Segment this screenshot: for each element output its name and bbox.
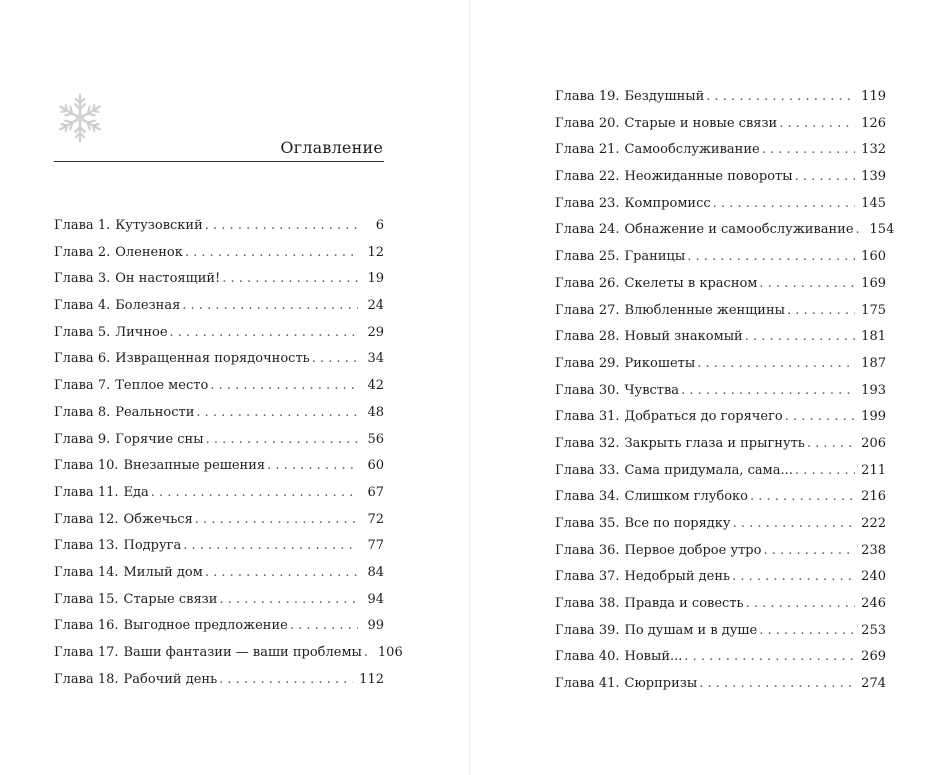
toc-dot-leader — [795, 167, 856, 187]
toc-entry — [555, 594, 886, 621]
toc-entry — [54, 616, 384, 643]
toc-dot-leader — [151, 483, 358, 503]
toc-entry — [555, 567, 886, 594]
toc-chapter-title: По душам и в душе — [624, 622, 758, 638]
toc-chapter-title: Подруга — [123, 538, 182, 554]
toc-chapter-number: Глава 39. — [555, 622, 620, 638]
toc-chapter-title: Чувства — [624, 382, 680, 398]
toc-entry — [54, 510, 384, 537]
toc-chapter-number: Глава 29. — [555, 355, 620, 371]
toc-dot-leader — [785, 407, 855, 427]
toc-chapter-title: Границы — [624, 249, 686, 265]
toc-chapter-number: Глава 20. — [555, 115, 620, 131]
toc-dot-leader — [183, 536, 358, 556]
toc-page-number: 12 — [367, 244, 384, 260]
toc-page-number: 169 — [861, 275, 886, 291]
toc-entry — [54, 403, 384, 430]
toc-entry — [555, 621, 886, 648]
toc-chapter-title: Неожиданные повороты — [624, 169, 793, 185]
toc-chapter-number: Глава 22. — [555, 169, 620, 185]
toc-page-number: 106 — [377, 645, 403, 660]
toc-chapter-number: Глава 6. — [54, 351, 111, 367]
toc-entry — [555, 301, 886, 328]
toc-page-number: 269 — [861, 649, 886, 665]
toc-entry — [555, 167, 886, 194]
toc-chapter-title: Все по порядку — [624, 516, 731, 531]
toc-dot-leader — [290, 616, 358, 636]
toc-chapter-title: Скелеты в красном — [624, 275, 758, 291]
toc-entry — [555, 140, 886, 167]
toc-chapter-title: Реальности — [115, 404, 195, 420]
toc-entry — [54, 483, 384, 510]
toc-chapter-title: Старые связи — [123, 591, 218, 607]
toc-dot-leader — [779, 114, 855, 134]
toc-page-number: 160 — [861, 249, 886, 265]
toc-dot-leader — [762, 140, 855, 160]
toc-entry — [54, 269, 384, 296]
toc-chapter-number: Глава 8. — [54, 404, 111, 420]
toc-chapter-title: Милый дом — [123, 564, 203, 580]
toc-entry — [54, 376, 384, 403]
toc-page-number: 154 — [869, 222, 895, 238]
toc-chapter-title: Теплое место — [115, 378, 209, 394]
toc-chapter-number: Глава 30. — [555, 382, 620, 398]
toc-chapter-number: Глава 17. — [54, 645, 119, 660]
toc-dot-leader — [185, 243, 358, 263]
toc-page-number: 175 — [861, 302, 886, 318]
toc-chapter-number: Глава 7. — [54, 378, 111, 394]
toc-chapter-title: Обжечься — [123, 511, 193, 527]
toc-dot-leader — [746, 594, 856, 614]
toc-entry — [54, 349, 384, 376]
toc-chapter-number: Глава 41. — [555, 676, 620, 692]
toc-chapter-title: Обнажение и самообслуживание — [624, 222, 854, 238]
toc-entry — [555, 327, 886, 354]
toc-page-number: 187 — [861, 355, 886, 371]
toc-chapter-number: Глава 21. — [555, 142, 620, 158]
toc-entry — [54, 323, 384, 350]
toc-dot-leader — [206, 430, 358, 450]
toc-chapter-number: Глава 18. — [54, 671, 119, 687]
toc-entry — [555, 487, 886, 514]
toc-chapter-number: Глава 35. — [555, 516, 620, 531]
toc-entry — [54, 563, 384, 590]
toc-chapter-title: Влюбленные женщины — [624, 302, 785, 318]
toc-chapter-number: Глава 24. — [555, 222, 620, 238]
toc-chapter-number: Глава 4. — [54, 298, 111, 314]
toc-chapter-title: Олененок — [115, 244, 183, 260]
toc-entry — [555, 647, 886, 674]
toc-page-number: 181 — [861, 329, 886, 345]
toc-dot-leader — [222, 269, 358, 289]
toc-dot-leader — [205, 216, 358, 236]
toc-chapter-number: Глава 13. — [54, 538, 119, 554]
toc-chapter-title: Самообслуживание — [624, 142, 760, 158]
toc-dot-leader — [856, 220, 864, 240]
toc-page-number: 84 — [367, 564, 384, 580]
toc-chapter-number: Глава 16. — [54, 618, 119, 634]
toc-entry — [54, 643, 403, 670]
toc-page-number: 19 — [367, 271, 384, 287]
toc-chapter-title: Недобрый день — [624, 569, 731, 585]
toc-entry — [555, 247, 886, 274]
toc-page-number: 94 — [367, 591, 384, 607]
toc-dot-leader — [750, 487, 855, 507]
toc-chapter-title: Закрыть глаза и прыгнуть — [624, 435, 805, 451]
toc-chapter-number: Глава 36. — [555, 542, 620, 558]
toc-page-number: 29 — [367, 324, 384, 340]
toc-chapter-title: Он настоящий! — [115, 271, 221, 287]
toc-entry — [555, 194, 886, 221]
toc-chapter-number: Глава 27. — [555, 302, 620, 318]
toc-chapter-number: Глава 26. — [555, 275, 620, 291]
toc-chapter-title: Добраться до горячего — [624, 409, 783, 425]
toc-chapter-number: Глава 33. — [555, 462, 620, 478]
toc-entry — [555, 434, 886, 461]
toc-chapter-number: Глава 28. — [555, 329, 620, 345]
toc-dot-leader — [681, 381, 855, 401]
toc-page-number: 139 — [861, 169, 886, 185]
toc-dot-leader — [733, 514, 856, 534]
toc-page-number: 126 — [861, 115, 886, 131]
toc-page-number: 60 — [367, 458, 384, 474]
toc-dot-leader — [759, 621, 855, 641]
toc-chapter-number: Глава 25. — [555, 249, 620, 265]
toc-dot-leader — [170, 323, 358, 343]
toc-dot-leader — [267, 456, 358, 476]
toc-dot-leader — [210, 376, 358, 396]
toc-entry — [555, 114, 886, 141]
toc-entry — [54, 536, 384, 563]
snowflake-icon — [54, 92, 106, 144]
toc-dot-leader — [195, 510, 358, 530]
toc-entry — [555, 274, 886, 301]
toc-chapter-title: Кутузовский — [115, 218, 203, 233]
toc-page-number: 246 — [861, 596, 886, 612]
toc-page-number: 238 — [861, 542, 886, 558]
toc-page-number: 222 — [861, 516, 886, 531]
toc-page-number: 67 — [367, 484, 384, 500]
toc-page-number: 77 — [367, 538, 384, 554]
toc-chapter-title: Сама придумала, сама... — [624, 462, 793, 478]
toc-entry — [54, 216, 384, 243]
toc-chapter-title: Выгодное предложение — [123, 618, 288, 634]
toc-chapter-number: Глава 40. — [555, 649, 620, 665]
toc-entry — [555, 220, 895, 247]
toc-entry — [54, 296, 384, 323]
toc-chapter-number: Глава 19. — [555, 89, 620, 104]
toc-chapter-number: Глава 3. — [54, 271, 111, 287]
toc-dot-leader — [787, 301, 855, 321]
toc-page-number: 132 — [861, 142, 886, 158]
toc-chapter-title: Старые и новые связи — [624, 115, 778, 131]
toc-dot-leader — [697, 354, 855, 374]
toc-dot-leader — [219, 670, 353, 690]
toc-page-number: 24 — [367, 298, 384, 314]
toc-dot-leader — [795, 461, 855, 481]
toc-page-number: 42 — [367, 378, 384, 394]
toc-chapter-number: Глава 14. — [54, 564, 119, 580]
toc-page-number: 274 — [861, 676, 886, 692]
toc-dot-leader — [205, 563, 358, 583]
toc-entry — [555, 407, 886, 434]
toc-chapter-title: Первое доброе утро — [624, 542, 762, 558]
toc-chapter-title: Рабочий день — [123, 671, 218, 687]
toc-entry — [555, 674, 886, 701]
toc-page-number: 211 — [861, 462, 886, 478]
toc-chapter-number: Глава 5. — [54, 324, 111, 340]
toc-dot-leader — [763, 541, 855, 561]
toc-page-number: 72 — [367, 511, 384, 527]
toc-dot-leader — [807, 434, 855, 454]
toc-chapter-number: Глава 9. — [54, 431, 111, 447]
toc-entry — [555, 354, 886, 381]
toc-page-number: 253 — [861, 622, 886, 638]
toc-dot-leader — [706, 87, 855, 107]
toc-chapter-number: Глава 38. — [555, 596, 620, 612]
toc-chapter-number: Глава 1. — [54, 218, 111, 233]
toc-entry — [555, 514, 886, 541]
toc-dot-leader — [687, 247, 855, 267]
toc-dot-leader — [713, 194, 856, 214]
toc-page-number: 6 — [375, 218, 384, 233]
toc-chapter-number: Глава 10. — [54, 458, 119, 474]
toc-list-right — [555, 87, 895, 701]
toc-dot-leader — [745, 327, 855, 347]
toc-page-number: 216 — [861, 489, 886, 505]
toc-chapter-number: Глава 2. — [54, 244, 111, 260]
toc-entry — [555, 87, 886, 114]
toc-chapter-number: Глава 34. — [555, 489, 620, 505]
toc-chapter-title: Внезапные решения — [123, 458, 266, 474]
toc-dot-leader — [759, 274, 855, 294]
toc-chapter-title: Слишком глубоко — [624, 489, 748, 505]
toc-chapter-title: Новый... — [624, 649, 683, 665]
toc-chapter-title: Извращенная порядочность — [115, 351, 310, 367]
toc-dot-leader — [219, 590, 358, 610]
toc-chapter-number: Глава 11. — [54, 484, 119, 500]
toc-chapter-number: Глава 23. — [555, 195, 620, 211]
toc-page-number: 99 — [367, 618, 384, 634]
toc-dot-leader — [312, 349, 358, 369]
left-page — [0, 0, 469, 775]
toc-entry — [54, 456, 384, 483]
toc-chapter-title: Сюрпризы — [624, 676, 698, 692]
toc-chapter-number: Глава 15. — [54, 591, 119, 607]
page-title: Оглавление — [280, 138, 383, 157]
toc-chapter-title: Правда и совесть — [624, 596, 744, 612]
toc-page-number: 112 — [359, 671, 384, 687]
toc-dot-leader — [182, 296, 358, 316]
toc-dot-leader — [364, 643, 372, 663]
toc-page-number: 206 — [861, 435, 886, 451]
toc-entry — [555, 461, 886, 488]
toc-page-number: 145 — [861, 195, 886, 211]
toc-chapter-title: Личное — [115, 324, 168, 340]
toc-page-number: 193 — [861, 382, 886, 398]
toc-page-number: 119 — [861, 89, 886, 104]
toc-chapter-title: Компромисс — [624, 195, 711, 211]
toc-entry — [555, 541, 886, 568]
toc-page-number: 240 — [861, 569, 886, 585]
toc-chapter-number: Глава 31. — [555, 409, 620, 425]
toc-chapter-number: Глава 12. — [54, 511, 119, 527]
toc-list-left — [54, 216, 403, 696]
toc-dot-leader — [196, 403, 358, 423]
toc-chapter-title: Бездушный — [624, 89, 705, 104]
toc-dot-leader — [732, 567, 855, 587]
toc-chapter-number: Глава 32. — [555, 435, 620, 451]
toc-dot-leader — [699, 674, 855, 694]
toc-entry — [555, 381, 886, 408]
toc-chapter-number: Глава 37. — [555, 569, 620, 585]
toc-dot-leader — [684, 647, 855, 667]
title-divider — [54, 161, 384, 162]
toc-page-number: 34 — [367, 351, 384, 367]
toc-chapter-title: Еда — [123, 484, 149, 500]
toc-entry — [54, 670, 384, 697]
toc-entry — [54, 590, 384, 617]
toc-entry — [54, 430, 384, 457]
toc-chapter-title: Новый знакомый — [624, 329, 743, 345]
toc-page-number: 48 — [367, 404, 384, 420]
toc-chapter-title: Болезная — [115, 298, 181, 314]
toc-chapter-title: Ваши фантазии — ваши проблемы — [123, 645, 362, 660]
toc-page-number: 56 — [367, 431, 384, 447]
toc-chapter-title: Рикошеты — [624, 355, 696, 371]
toc-page-number: 199 — [861, 409, 886, 425]
toc-chapter-title: Горячие сны — [115, 431, 204, 447]
toc-entry — [54, 243, 384, 270]
